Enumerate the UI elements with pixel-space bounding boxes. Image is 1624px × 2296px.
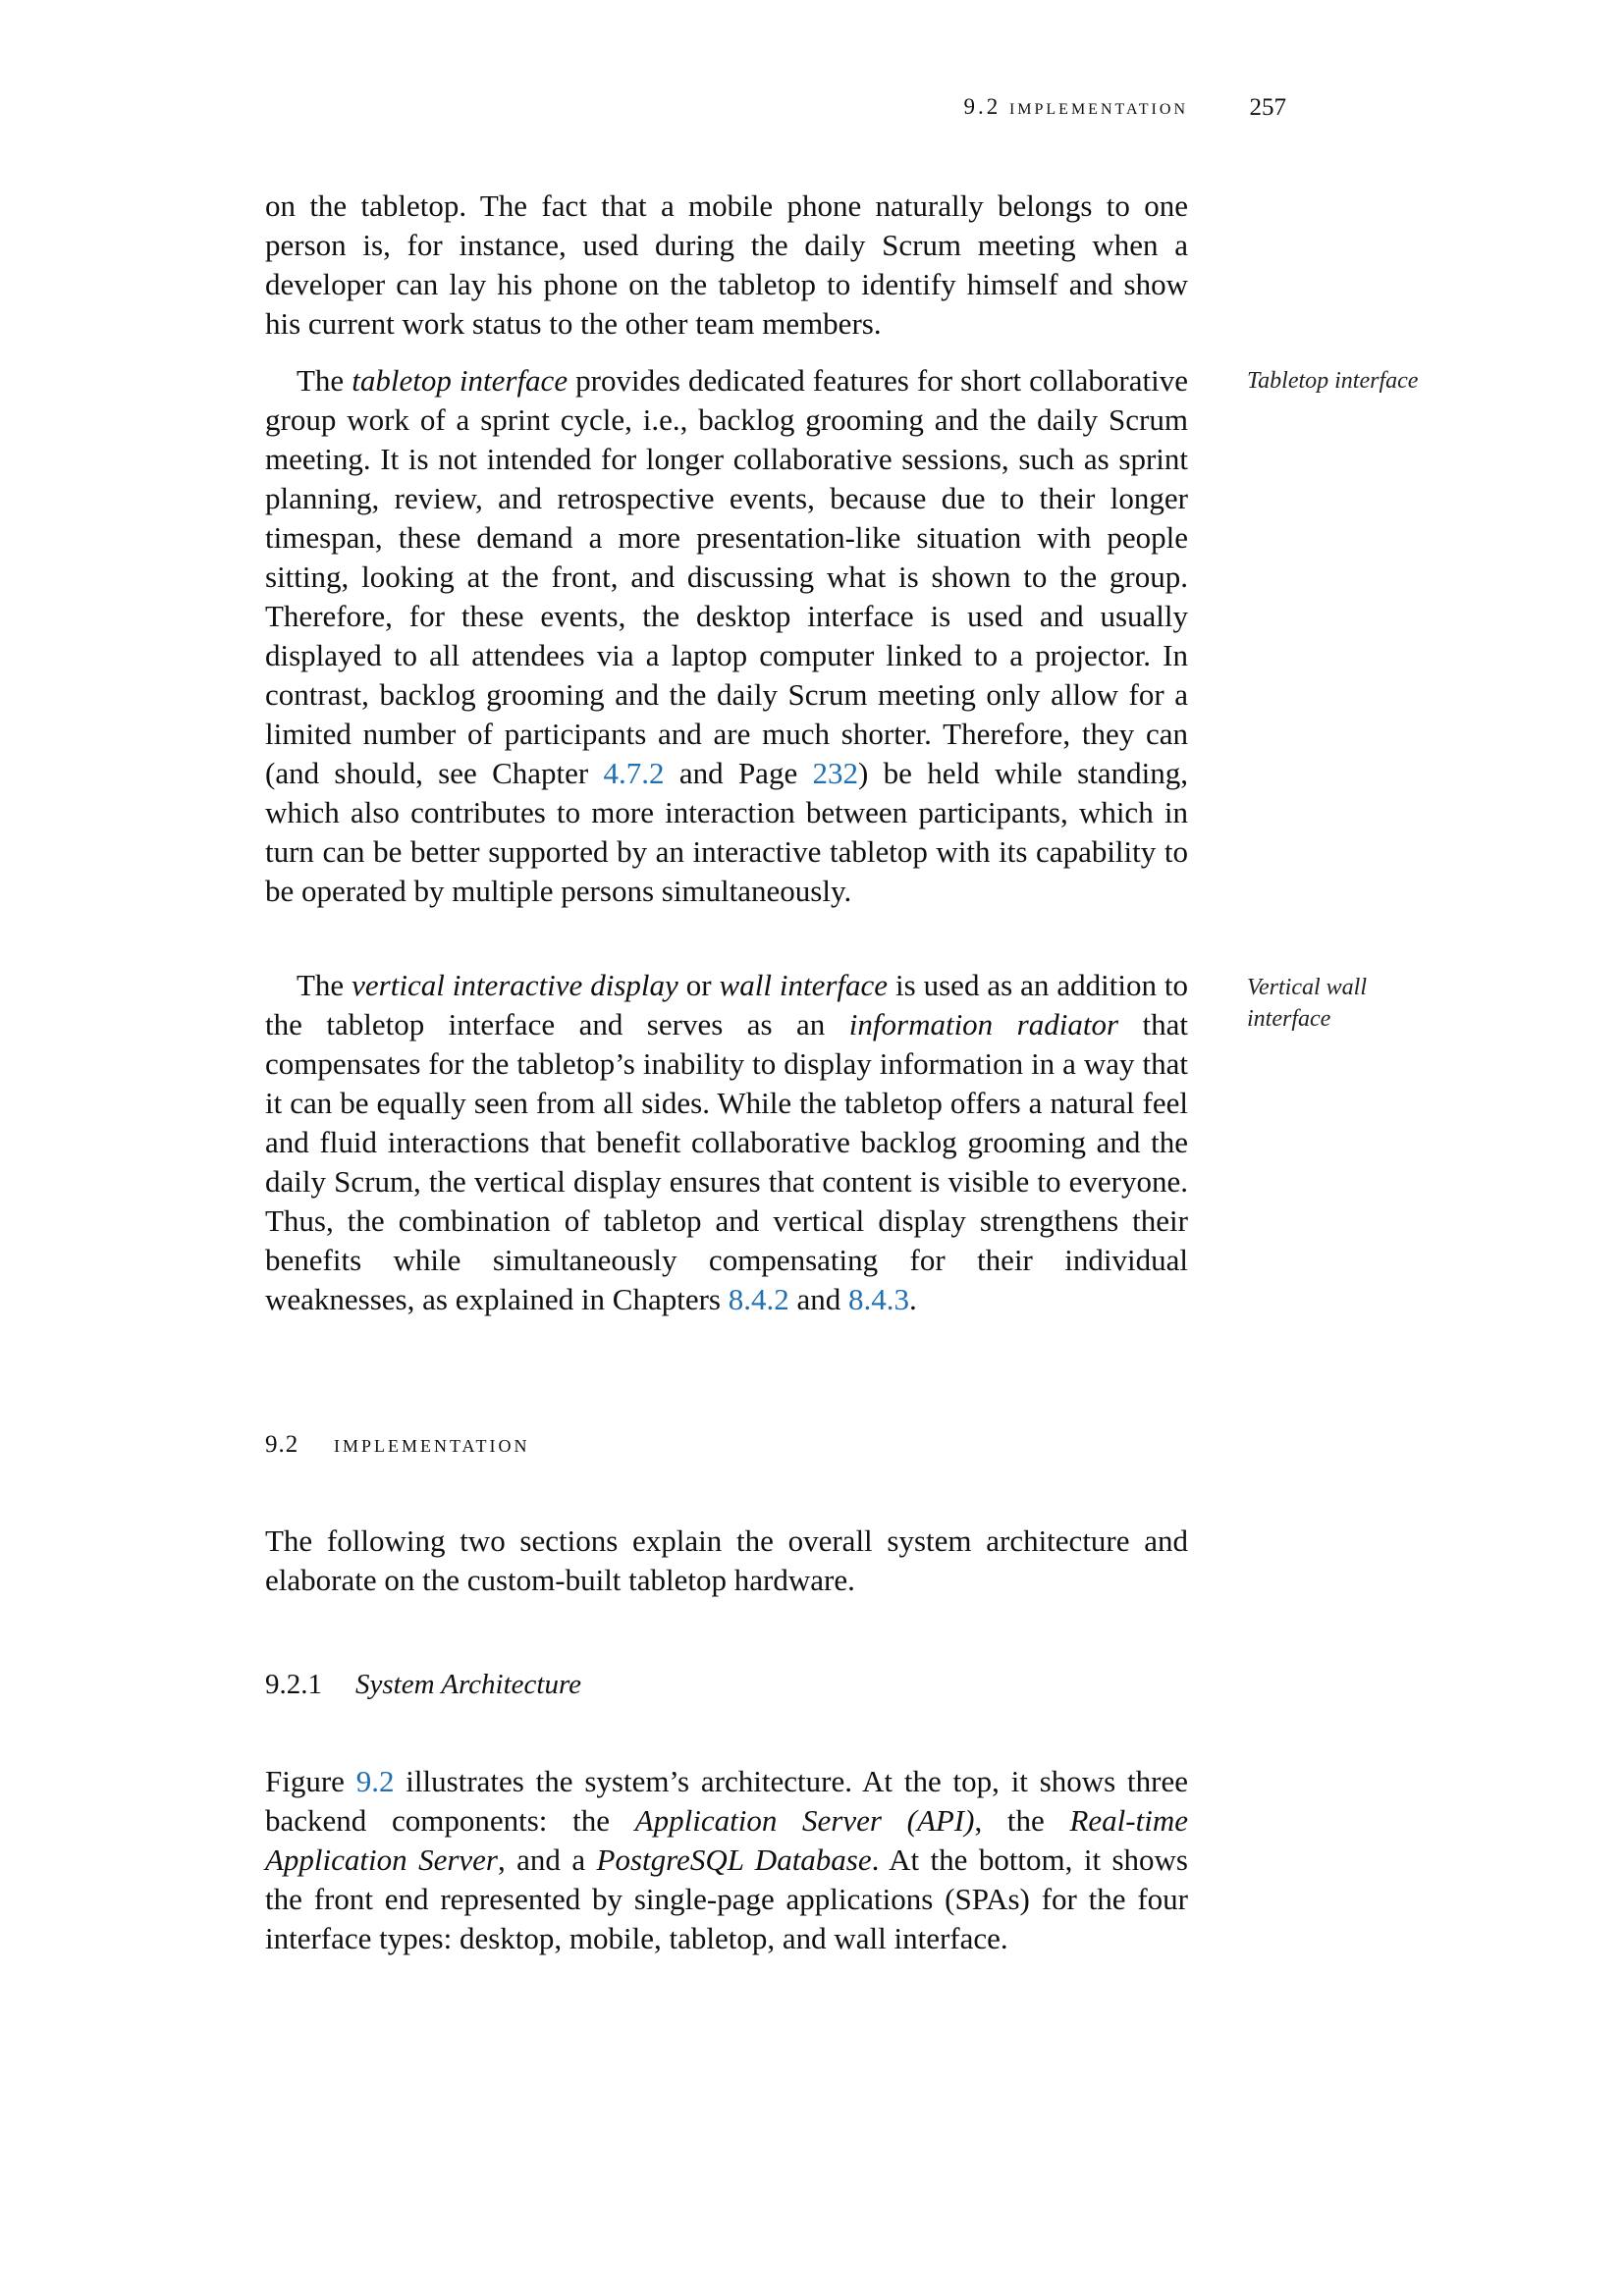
margin-note-tabletop: Tabletop interface bbox=[1247, 368, 1419, 394]
text-run: . bbox=[909, 1282, 917, 1316]
text-run: The bbox=[297, 363, 352, 398]
page-link[interactable]: 232 bbox=[812, 756, 859, 790]
figure-link[interactable]: 9.2 bbox=[355, 1764, 395, 1798]
text-run: or bbox=[677, 968, 720, 1002]
page-number: 257 bbox=[1249, 94, 1286, 121]
paragraph-text: The following two sections explain the overall system architecture and elaborate on the custom-built tabletop hardware. bbox=[265, 1523, 1188, 1597]
margin-note-vertical: Vertical wall interface bbox=[1247, 975, 1367, 1032]
section-number: 9.2 bbox=[265, 1431, 299, 1458]
paragraph-sections-intro bbox=[265, 1522, 1188, 1600]
chapter-link[interactable]: 4.7.2 bbox=[603, 756, 665, 790]
text-run: that compensates for the tabletop’s inability to display information in a way that it can be equally seen from all sides. While the tabletop offers a natural feel and fluid interactions that benefit collaborative backlog grooming and the daily Scrum, the vertical display ensures that content is visible to everyone. Thus, the combination of tabletop and vertical display strengthens their benefits while simultaneously compensating for their individual weaknesses, as explained in Chapters bbox=[265, 1007, 1188, 1316]
term-realtime-server: Real-time Application Server bbox=[265, 1803, 1188, 1877]
paragraph-text bbox=[265, 1762, 1188, 1958]
section-title: implementation bbox=[334, 1431, 530, 1458]
text-run: The bbox=[297, 968, 352, 1002]
term-postgresql: PostgreSQL Database bbox=[596, 1842, 872, 1877]
text-run: ) be held while standing, which also contributes to more interaction between participants, which in turn can be better supported by an interactive tabletop with its capability to be operated by multiple persons simultaneously. bbox=[265, 756, 1188, 908]
paragraph-system-architecture bbox=[265, 1762, 1188, 1958]
term-vertical-display: vertical interactive display bbox=[352, 968, 678, 1002]
text-run: and bbox=[788, 1282, 849, 1316]
subsection-title: System Architecture bbox=[355, 1669, 582, 1700]
term-wall-interface: wall interface bbox=[719, 968, 889, 1002]
chapter-link[interactable]: 8.4.3 bbox=[848, 1282, 910, 1316]
section-heading bbox=[265, 1431, 530, 1459]
paragraph-text: on the tabletop. The fact that a mobile phone naturally belongs to one person is, for instance, used during the daily Scrum meeting when a developer can lay his phone on the tabletop to identify himself and show his current work status to the other team members. bbox=[265, 188, 1188, 341]
term-information-radiator: information radiator bbox=[848, 1007, 1119, 1041]
term-tabletop-interface: tabletop interface bbox=[352, 363, 568, 398]
text-run: . At the bottom, it shows the front end represented by single-page applications (SPAs) for the four interface types: desktop, mobile, tabletop, and wall interface. bbox=[265, 1842, 1188, 1955]
text-run: , and a bbox=[497, 1842, 597, 1877]
paragraph-text bbox=[265, 361, 1188, 911]
subsection-heading bbox=[265, 1669, 581, 1701]
running-head bbox=[265, 94, 1286, 133]
text-run: and Page bbox=[664, 756, 813, 790]
text-run: is used as an addition to the tabletop interface and serves as an bbox=[265, 968, 1189, 1041]
paragraph-continuation bbox=[265, 187, 1188, 344]
paragraph-tabletop-interface bbox=[265, 361, 1188, 911]
subsection-number: 9.2.1 bbox=[265, 1669, 322, 1700]
chapter-link[interactable]: 8.4.2 bbox=[728, 1282, 789, 1316]
text-run: illustrates the system’s architecture. At the top, it shows three backend components: the bbox=[265, 1764, 1189, 1838]
paragraph-vertical-display bbox=[265, 966, 1188, 1319]
text-run: , the bbox=[974, 1803, 1070, 1838]
running-head-section: 9.2 implementation bbox=[963, 94, 1188, 119]
text-run: Figure bbox=[265, 1764, 356, 1798]
text-run: provides dedicated features for short collaborative group work of a sprint cycle, i.e., backlog grooming and the daily Scrum meeting. It is not intended for longer collaborative sessions, such as sprint planning, review, and retrospective events, because due to their longer timespan, these demand a more presentation-like situation with people sitting, looking at the front, and discussing what is shown to the group. Therefore, for these events, the desktop interface is used and usually displayed to all attendees via a laptop computer linked to a projector. In contrast, backlog grooming and the daily Scrum meeting only allow for a limited number of participants and are much shorter. Therefore, they can (and should, see Chapter bbox=[265, 363, 1188, 790]
term-application-server: Application Server (API) bbox=[634, 1803, 975, 1838]
paragraph-text bbox=[265, 966, 1188, 1319]
